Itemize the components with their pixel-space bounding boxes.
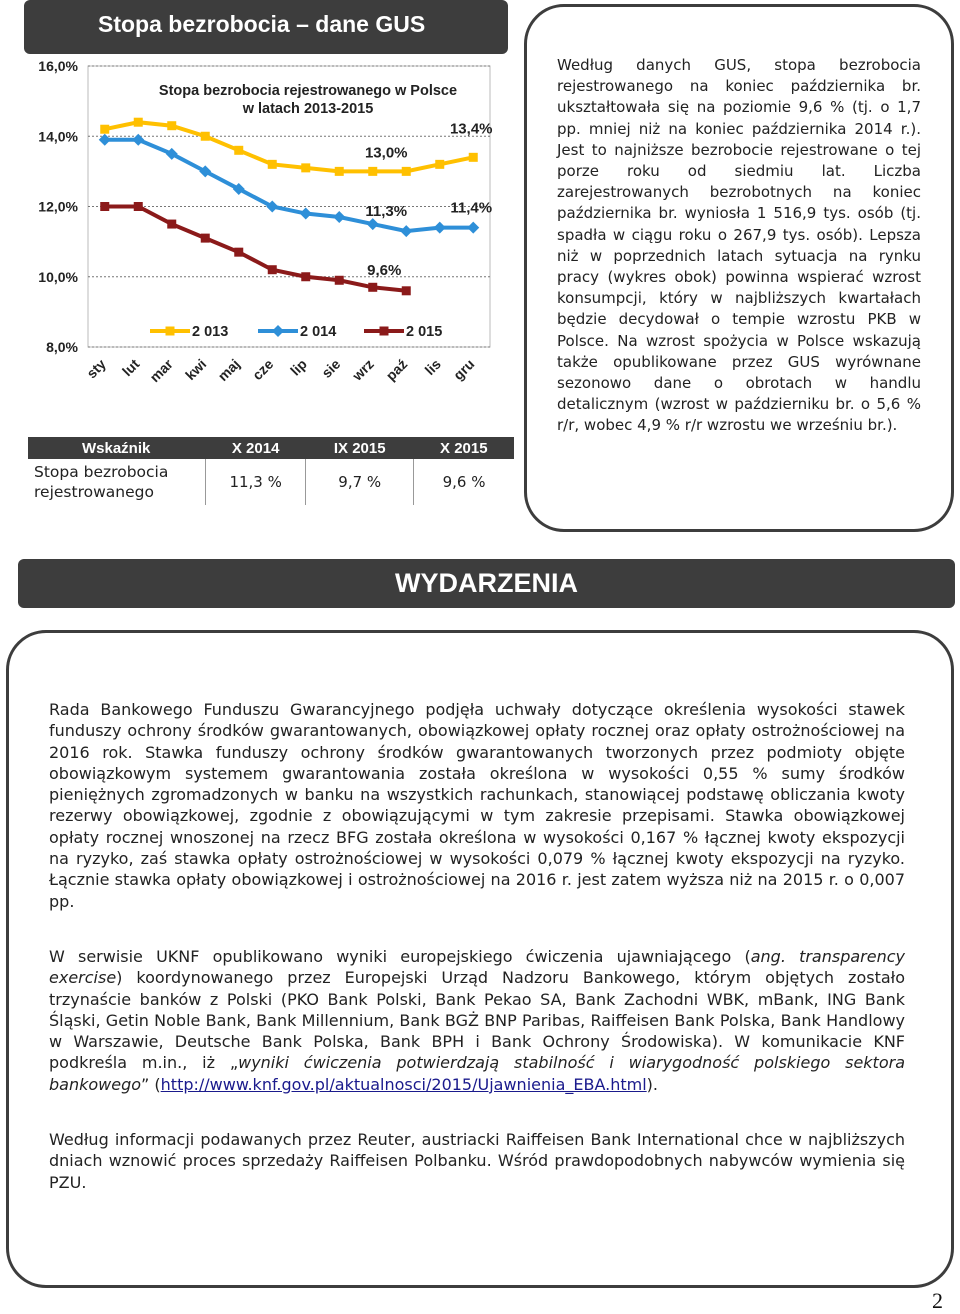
data-point bbox=[167, 220, 176, 229]
table-header: X 2015 bbox=[414, 437, 514, 459]
events-header: WYDARZENIA bbox=[18, 559, 955, 608]
data-point bbox=[134, 202, 143, 211]
y-tick-label: 14,0% bbox=[38, 128, 78, 145]
text-span: ” ( bbox=[141, 1074, 161, 1094]
table-cell: 9,7 % bbox=[306, 459, 414, 505]
data-point bbox=[268, 265, 277, 274]
y-tick-label: 12,0% bbox=[38, 198, 78, 215]
data-point bbox=[100, 202, 109, 211]
data-point bbox=[301, 272, 310, 281]
text-span: W serwisie UKNF opublikowano wyniki europejskiego ćwiczenia ujawniającego ( bbox=[49, 946, 751, 966]
event-paragraph: Według informacji podawanych przez Reuter, austriacki Raiffeisen Bank International chce w najbliższych dniach wznowić proces sprzedaży Raiffeisen Polbanku. Wśród prawdopodobnych nabywców wymienia się PZU. bbox=[49, 1130, 905, 1192]
legend-label: 2 014 bbox=[300, 324, 337, 340]
data-point bbox=[335, 276, 344, 285]
data-point bbox=[435, 160, 444, 169]
legend-marker bbox=[380, 327, 389, 336]
knf-link[interactable]: http://www.knf.gov.pl/aktualnosci/2015/Ujawnienia_EBA.html bbox=[160, 1074, 647, 1094]
data-point bbox=[301, 163, 310, 172]
y-tick-label: 8,0% bbox=[46, 339, 78, 355]
x-tick-label: paź bbox=[382, 355, 411, 384]
table-cell-label: Stopa bezrobocia rejestrowanego bbox=[34, 463, 169, 501]
legend-marker bbox=[166, 327, 175, 336]
table-header: IX 2015 bbox=[306, 437, 414, 459]
legend-label: 2 013 bbox=[192, 324, 229, 340]
chart-title: w latach 2013-2015 bbox=[242, 101, 374, 117]
commentary-box bbox=[524, 4, 954, 532]
x-tick-label: lip bbox=[287, 355, 310, 379]
data-point bbox=[234, 248, 243, 257]
events-box bbox=[6, 630, 954, 1288]
x-tick-label: gru bbox=[450, 355, 478, 384]
x-tick-label: mar bbox=[146, 355, 176, 386]
section-header: Stopa bezrobocia – dane GUS bbox=[24, 0, 508, 54]
data-point bbox=[234, 146, 243, 155]
chart-title: Stopa bezrobocia rejestrowanego w Polsce bbox=[158, 83, 458, 99]
x-tick-label: kwi bbox=[182, 355, 210, 384]
data-label: 9,6% bbox=[367, 261, 402, 279]
x-tick-label: lis bbox=[421, 355, 444, 379]
data-point bbox=[368, 283, 377, 292]
x-tick-label: cze bbox=[249, 355, 277, 384]
y-tick-label: 16,0% bbox=[38, 58, 78, 74]
text-italic: ang. transparency exercise bbox=[49, 946, 905, 988]
data-label: 11,3% bbox=[365, 203, 408, 221]
x-tick-label: sie bbox=[318, 355, 344, 381]
commentary-text: Według danych GUS, stopa bezrobocia rejestrowanego na koniec października br. ukształtowała się na poziomie 9,6 % (tj. o 1,7 pp. mniej niż na koniec października 2014 r.). Jest to najniższe bezrobocie rejestrowane o tej porze roku od siedmiu lat. Liczba zarejestrowanych bezrobotnych na koniec października br. wyniosła 1 516,9 tys. osób (tj. spadła w ciągu roku o 267,9 tys. osób). Lepsza niż w poprzednich latach sytuacja na rynku pracy (wykres obok) powinna wspierać wzrost konsumpcji, który w najbliższych kwartałach będzie decydował o tempie wzrostu PKB w Polsce. Na wzrost spożycia w Polsce wskazują także opublikowane przez GUS wyrównane sezonowo dane o obrotach w handlu detalicznym (wzrost w październiku br. o 5,6 % r/r, wobec 4,9 % r/r wzrostu we wrześniu br.). bbox=[557, 56, 921, 435]
table-row bbox=[28, 459, 514, 505]
data-point bbox=[402, 167, 411, 176]
text-span: ). bbox=[646, 1074, 658, 1094]
data-point bbox=[268, 160, 277, 169]
data-point bbox=[368, 167, 377, 176]
table-header-row bbox=[28, 437, 514, 459]
data-label: 13,0% bbox=[364, 144, 408, 162]
table-cell: 9,6 % bbox=[414, 459, 514, 505]
data-point bbox=[469, 153, 478, 162]
data-point bbox=[402, 286, 411, 295]
data-label: 11,4% bbox=[450, 199, 493, 217]
data-point bbox=[201, 132, 210, 141]
chart-svg bbox=[0, 54, 520, 434]
table-header: Wskaźnik bbox=[28, 437, 206, 459]
text-span: ) koordynowanego przez Europejski Urząd Nadzoru Bankowego, którym objętych zostało trzynaście banków z Polski (PKO Bank Polski, Bank Pekao SA, Bank Zachodni WBK, mBank, ING Bank Śląski, Getin Noble Bank, Bank Millennium, Bank BGŻ BNP Paribas, Raiffeisen Bank Polska, Bank Handlowy w Warszawie, Deutsche Bank Polska, Bank BPH i Bank Ochrony Środowiska). W komunikacie KNF podkreśla m.in., iż „ bbox=[49, 968, 905, 1073]
data-point bbox=[100, 125, 109, 134]
data-point bbox=[134, 118, 143, 127]
event-paragraph bbox=[49, 946, 905, 1095]
page-number: 2 bbox=[932, 1288, 943, 1313]
table-cell: 11,3 % bbox=[206, 459, 306, 505]
x-tick-label: wrz bbox=[349, 355, 377, 384]
data-point bbox=[167, 121, 176, 130]
quote-italic: wyniki ćwiczenia potwierdzają stabilność i wiarygodność polskiego sektora bankowego bbox=[49, 1053, 906, 1094]
x-tick-label: maj bbox=[214, 355, 243, 385]
data-point bbox=[201, 234, 210, 243]
x-tick-label: lut bbox=[118, 355, 143, 380]
data-point bbox=[335, 167, 344, 176]
table-header: X 2014 bbox=[206, 437, 306, 459]
indicator-table bbox=[28, 437, 514, 505]
event-paragraph: Rada Bankowego Funduszu Gwarancyjnego podjęła uchwały dotyczące określenia wysokości stawek funduszy ochrony środków gwarantowanych, obowiązkowej opłaty rocznej oraz opłaty ostrożnościowej na 2016 rok. Stawka funduszy ochrony środków gwarantowanych tworzonych przez podmioty objęte obowiązkowym systemem gwarantowania została określona w wysokości 0,55 % sumy środków pieniężnych zgromadzonych w banku na wszystkich rachunkach, stanowiącej podstawę obliczania kwoty rezerwy obowiązkowej, zgodnie z obowiązującymi w tym zakresie przepisami. Stawka obowiązkowej opłaty rocznej wnoszonej na rzecz BFG została określona w wysokości 0,167 % łącznej kwoty ekspozycji na ryzyko, zaś stawka opłaty ostrożnościowej w wysokości 0,079 % łącznej kwoty ekspozycji na ryzyko. Łącznie stawka opłaty obowiązkowej i ostrożnościowej na 2016 r. jest zatem wyższa niż na 2015 r. o 0,007 pp. bbox=[49, 700, 905, 911]
unemployment-chart bbox=[0, 54, 520, 434]
legend-label: 2 015 bbox=[406, 324, 443, 340]
data-label: 13,4% bbox=[449, 120, 493, 138]
x-tick-label: sty bbox=[83, 355, 109, 382]
y-tick-label: 10,0% bbox=[38, 268, 78, 285]
